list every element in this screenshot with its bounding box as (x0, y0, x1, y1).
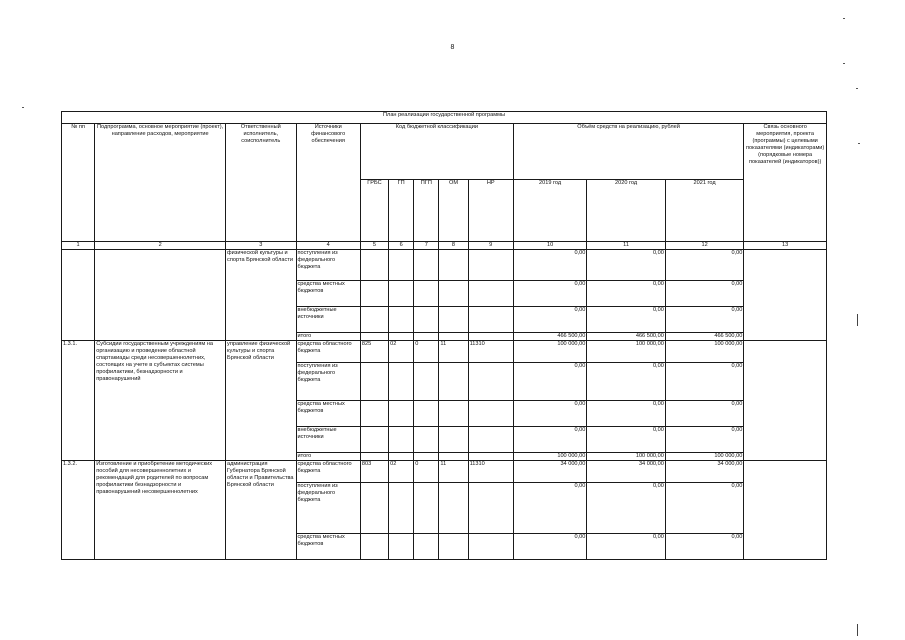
scan-speck (843, 63, 845, 64)
cell-2019: 100 000,00 (513, 341, 586, 363)
column-number: 10 (513, 242, 586, 250)
header-responsible: Ответственный исполнитель, соисполнитель (226, 124, 296, 242)
cell-2019: 0,00 (513, 281, 586, 307)
cell-link (744, 250, 827, 341)
cell-2020: 0,00 (587, 534, 666, 560)
table-row (62, 250, 827, 281)
cell-source: внебюджетные источники (296, 307, 360, 333)
header-pgp: ПГП (414, 180, 439, 242)
cell-2019: 466 500,00 (513, 333, 586, 341)
cell-pgp: 0 (414, 341, 439, 363)
cell-grbs: 803 (360, 461, 388, 483)
cell-om: 11 (439, 461, 468, 483)
header-2020: 2020 год (587, 180, 666, 242)
cell-2020: 0,00 (587, 427, 666, 453)
cell-2019: 0,00 (513, 534, 586, 560)
cell-subprogram: Субсидии государственным учреждениям на организацию и проведение областной спартакиады среди несовершеннолетних, состоящих на учете в субъектах системы профилактики, безнадзорности и правонарушений (95, 341, 226, 461)
header-subprogram: Подпрограмма, основное мероприятие (проект), направление расходов, мероприятие (95, 124, 226, 242)
cell-2021: 0,00 (665, 363, 744, 401)
cell-2021: 100 000,00 (665, 341, 744, 363)
cell-grbs: 825 (360, 341, 388, 363)
header-row (62, 124, 827, 180)
cell-2019: 34 000,00 (513, 461, 586, 483)
cell-2019: 0,00 (513, 307, 586, 333)
header-2019: 2019 год (513, 180, 586, 242)
header-sources: Источники финансового обеспечения (296, 124, 360, 242)
column-number: 13 (744, 242, 827, 250)
scan-speck (843, 18, 845, 19)
column-number: 5 (360, 242, 388, 250)
cell-2019: 0,00 (513, 401, 586, 427)
header-grbs: ГРБС (360, 180, 388, 242)
cell-om: 11 (439, 341, 468, 363)
table-row (62, 461, 827, 483)
cell-2021: 0,00 (665, 250, 744, 281)
cell-num: 1.3.2. (62, 461, 95, 560)
cell-source: итого (296, 333, 360, 341)
cell-2021: 466 500,00 (665, 333, 744, 341)
cell-source: средства областного бюджета (296, 341, 360, 363)
cell-link (744, 461, 827, 560)
cell-source: поступления из федерального бюджета (296, 250, 360, 281)
column-number: 8 (439, 242, 468, 250)
header-budget-code: Код бюджетной классификации (360, 124, 513, 180)
column-number: 9 (468, 242, 513, 250)
cell-source: внебюджетные источники (296, 427, 360, 453)
cell-2020: 34 000,00 (587, 461, 666, 483)
cell-2020: 0,00 (587, 483, 666, 534)
header-om: ОМ (439, 180, 468, 242)
cell-source: средства местных бюджетов (296, 281, 360, 307)
cell-2019: 0,00 (513, 483, 586, 534)
table-title: План реализации государственной программы (62, 112, 827, 124)
scan-speck (22, 107, 24, 108)
cell-source: средства местных бюджетов (296, 401, 360, 427)
scan-speck (858, 143, 860, 144)
program-plan-table (61, 111, 827, 560)
cell-2020: 100 000,00 (587, 453, 666, 461)
cell-subprogram: Изготовление и приобретение методических пособий для несовершеннолетних и рекомендаций для родителей по вопросам профилактики безнадзорности и правонарушений несовершеннолетних (95, 461, 226, 560)
cell-nr: 11310 (468, 461, 513, 483)
cell-gp: 02 (389, 461, 414, 483)
cell-source: средства местных бюджетов (296, 534, 360, 560)
cell-responsible: управление физической культуры и спорта Брянской области (226, 341, 296, 461)
cell-source: поступления из федерального бюджета (296, 483, 360, 534)
cell-2019: 0,00 (513, 427, 586, 453)
cell-2021: 0,00 (665, 483, 744, 534)
column-number: 3 (226, 242, 296, 250)
cell-link (744, 341, 827, 461)
column-number: 11 (587, 242, 666, 250)
cell-2021: 0,00 (665, 281, 744, 307)
cell-pgp: 0 (414, 461, 439, 483)
header-link: Связь основного мероприятия, проекта (программы) с целевыми показателями (индикаторами) (порядковые номера показателей (индикаторов)) (744, 124, 827, 242)
cell-subprogram (95, 250, 226, 341)
cell-num (62, 250, 95, 341)
scan-edge-mark (857, 314, 858, 326)
column-number: 6 (389, 242, 414, 250)
column-number: 4 (296, 242, 360, 250)
header-2021: 2021 год (665, 180, 744, 242)
page-number: 8 (450, 44, 455, 51)
cell-nr: 11310 (468, 341, 513, 363)
header-num: № пп (62, 124, 95, 242)
cell-gp: 02 (389, 341, 414, 363)
scan-edge-mark (857, 624, 858, 636)
column-number: 12 (665, 242, 744, 250)
scan-speck (856, 88, 858, 89)
header-gp: ГП (389, 180, 414, 242)
column-number: 7 (414, 242, 439, 250)
cell-2021: 0,00 (665, 427, 744, 453)
cell-2020: 100 000,00 (587, 341, 666, 363)
cell-2020: 466 500,00 (587, 333, 666, 341)
cell-2020: 0,00 (587, 281, 666, 307)
cell-responsible: физической культуры и спорта Брянской области (226, 250, 296, 341)
cell-2020: 0,00 (587, 401, 666, 427)
cell-2021: 34 000,00 (665, 461, 744, 483)
header-volume: Объём средств на реализацию, рублей (513, 124, 743, 180)
header-nr: НР (468, 180, 513, 242)
cell-2020: 0,00 (587, 250, 666, 281)
cell-2019: 0,00 (513, 250, 586, 281)
cell-2021: 0,00 (665, 401, 744, 427)
cell-2021: 0,00 (665, 307, 744, 333)
cell-2020: 0,00 (587, 307, 666, 333)
table-title-row (62, 112, 827, 124)
cell-2021: 100 000,00 (665, 453, 744, 461)
table-row (62, 341, 827, 363)
column-number: 2 (95, 242, 226, 250)
cell-source: поступления из федерального бюджета (296, 363, 360, 401)
cell-source: итого (296, 453, 360, 461)
column-number: 1 (62, 242, 95, 250)
cell-2019: 100 000,00 (513, 453, 586, 461)
cell-responsible: администрация Губернатора Брянской области и Правительства Брянской области (226, 461, 296, 560)
column-number-row (62, 242, 827, 250)
cell-2020: 0,00 (587, 363, 666, 401)
cell-source: средства областного бюджета (296, 461, 360, 483)
cell-num: 1.3.1. (62, 341, 95, 461)
cell-2019: 0,00 (513, 363, 586, 401)
cell-2021: 0,00 (665, 534, 744, 560)
